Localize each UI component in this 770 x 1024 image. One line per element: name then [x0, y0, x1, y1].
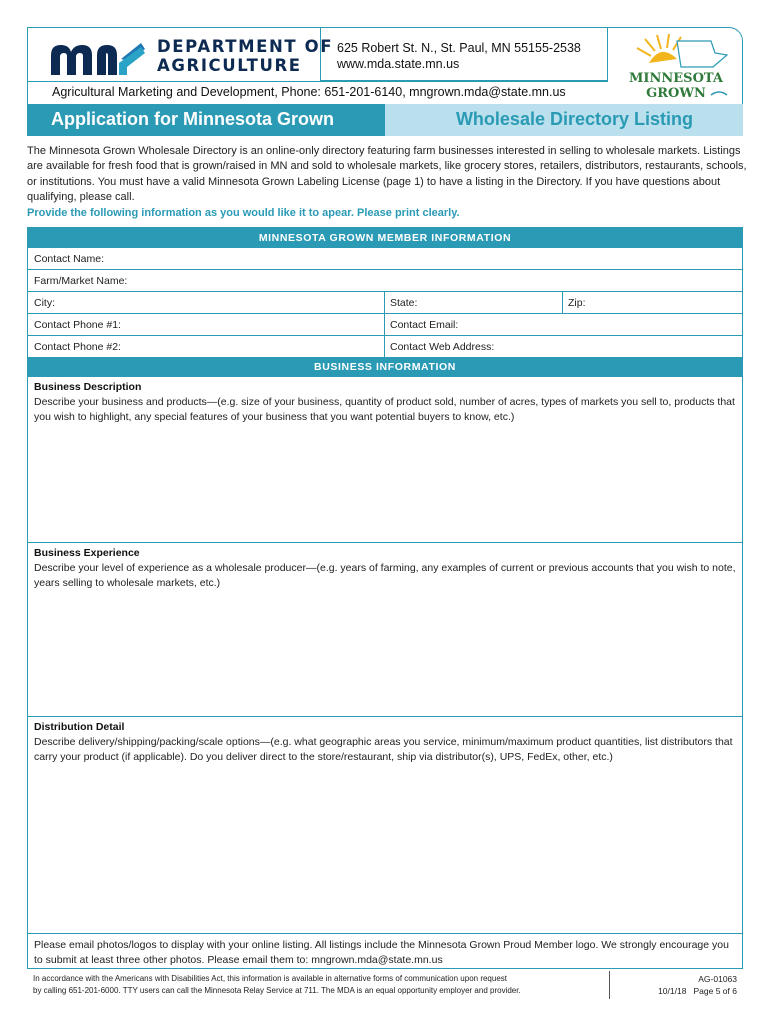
title-left-panel [27, 104, 385, 136]
website-link[interactable]: www.mda.state.mn.us [337, 57, 460, 71]
business-info-heading: BUSINESS INFORMATION [28, 357, 742, 377]
form-subtitle: Wholesale Directory Listing [455, 109, 693, 129]
street-address: 625 Robert St. N., St. Paul, MN 55155-2538 [337, 41, 581, 55]
division-contact: Agricultural Marketing and Development, Phone: 651-201-6140, mngrown.mda@state.mn.us [52, 85, 566, 99]
logo-word-grown: GROWN [646, 86, 706, 101]
footer-divider [609, 971, 610, 999]
page-header [27, 27, 743, 136]
form-code: AG-01063 [698, 974, 737, 984]
business-description-area[interactable] [28, 377, 742, 543]
phone-email-row [28, 314, 742, 336]
title-right-panel [385, 104, 743, 136]
business-experience-area[interactable] [28, 543, 742, 717]
city-field[interactable]: City: [34, 297, 55, 309]
business-description-title: Business Description [34, 381, 142, 393]
business-experience-text: Describe your level of experience as a wholesale producer—(e.g. years of farming, any examples of current or previous accounts that you wish to note, years selling to wholesale markets, etc.) [34, 562, 736, 589]
member-info-heading: MINNESOTA GROWN MEMBER INFORMATION [28, 228, 742, 248]
form-title-bar [27, 104, 743, 136]
distribution-detail-text: Describe delivery/shipping/packing/scale options—(e.g. what geographic areas you service, minimum/maximum product quantities, list distributors that carry your product (if applicable). Do you deliver direct to the store/restaurant, ship via distributor(s), UPS, FedEx, other, etc.) [34, 736, 733, 763]
farm-name-field[interactable] [28, 270, 742, 292]
address-block [320, 27, 608, 81]
page-footer [27, 973, 743, 1001]
phone2-field[interactable]: Contact Phone #2: [34, 341, 121, 353]
photo-submission-note: Please email photos/logos to display with your online listing. All listings include the Minnesota Grown Proud Member logo. We strongly encourage you to submit at least three other photos. Please email them to: mngrown.mda@state.mn.us [34, 939, 729, 966]
farm-name-label: Farm/Market Name: [34, 275, 128, 287]
zip-field[interactable]: Zip: [568, 297, 586, 309]
instruction-note: Provide the following information as you would like it to apear. Please print clearly. [27, 207, 460, 219]
phone2-web-row [28, 336, 742, 358]
department-name [157, 37, 333, 75]
dept-line-2: AGRICULTURE [157, 56, 302, 75]
logo-word-minnesota: MINNESOTA [629, 71, 723, 86]
form-identifier [617, 973, 737, 997]
distribution-detail-area[interactable] [28, 717, 742, 934]
email-field[interactable]: Contact Email: [390, 319, 459, 331]
header-divider [27, 81, 608, 82]
state-field[interactable]: State: [390, 297, 418, 309]
city-state-zip-row [28, 292, 742, 314]
distribution-detail-title: Distribution Detail [34, 721, 125, 733]
application-form [27, 227, 743, 969]
contact-name-label: Contact Name: [34, 253, 105, 265]
ada-statement [33, 973, 593, 997]
mn-state-logo-icon [49, 39, 149, 77]
web-address-field[interactable]: Contact Web Address: [390, 341, 495, 353]
ada-line-1: In accordance with the Americans with Disabilities Act, this information is available in alternative forms of communication upon request [33, 974, 508, 983]
business-description-text: Describe your business and products—(e.g. size of your business, quantity of product sold, number of acres, types of markets you sell to, products that you wish to highlight, any special features of your business that you want potential buyers to know, etc.) [34, 396, 735, 423]
form-title: Application for Minnesota Grown [51, 109, 334, 129]
ada-line-2: by calling 651-201-6000. TTY users can call the Minnesota Relay Service at 711. The MDA is an equal opportunity employer and provider. [33, 986, 521, 995]
phone1-field[interactable]: Contact Phone #1: [34, 319, 121, 331]
dept-line-1: DEPARTMENT OF [157, 37, 334, 56]
date-page-number: 10/1/18 Page 5 of 6 [658, 986, 737, 996]
intro-paragraph: The Minnesota Grown Wholesale Directory is an online-only directory featuring farm businesses interested in selling to wholesale markets. Listings are available for fresh food that is grown/raised in MN and sold to wholesale markets, like grocery stores, retailers, distributors, restaurants, schools, or institutions. You must have a valid Minnesota Grown Labeling License (page 1) to have a listing in the Directory. If you have questions about qualifying, please call. [27, 145, 747, 203]
contact-name-field[interactable] [28, 248, 742, 270]
minnesota-grown-logo-icon [615, 31, 737, 105]
business-experience-title: Business Experience [34, 547, 140, 559]
